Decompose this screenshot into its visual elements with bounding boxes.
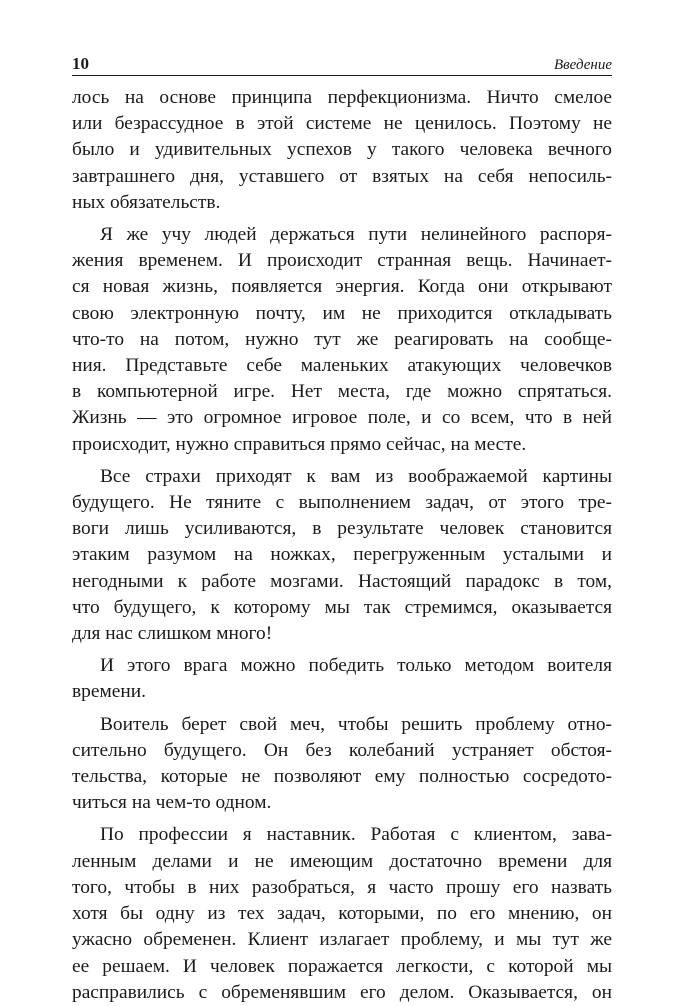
text-line: лось на основе принципа перфекционизма. Ничто смелое (72, 87, 612, 108)
text-line: или безрассудное в этой системе не ценилось. Поэтому не (72, 113, 612, 135)
paragraph (72, 85, 612, 216)
text-line: было и удивительных успехов у такого человека вечного (72, 139, 612, 161)
paragraph (72, 222, 612, 458)
paragraph (72, 464, 612, 647)
paragraph (72, 712, 612, 817)
text-line: ся новая жизнь, появляется энергия. Когда они открывают (72, 276, 612, 298)
text-line: жения временем. И происходит странная вещь. Начинает- (72, 250, 612, 272)
text-line: ленным делами и не имеющим достаточно времени для (72, 850, 612, 872)
text-line: негодными к работе мозгами. Настоящий парадокс в том, (72, 570, 612, 592)
text-line: того, чтобы в них разобраться, я часто прошу его назвать (72, 876, 612, 898)
text-line: читься на чем-то одном. (72, 792, 272, 814)
text-line: ных обязательств. (72, 191, 221, 213)
text-line: ужасно обременен. Клиент излагает проблему, и мы тут же (72, 929, 612, 951)
paragraph (72, 653, 612, 705)
text-line: завтрашнего дня, уставшего от взятых на себя непосиль- (72, 165, 612, 187)
text-line: свою электронную почту, им не приходится откладывать (72, 302, 612, 324)
text-line: для нас слишком много! (72, 623, 273, 645)
text-line: времени. (72, 681, 146, 703)
text-line: Воитель берет свой меч, чтобы решить проблему отно- (100, 713, 612, 735)
text-line: сительно будущего. Он без колебаний устраняет обстоя- (72, 739, 612, 761)
text-line: тельства, которые не позволяют ему полностью сосредото- (72, 766, 612, 788)
text-line: ее решаем. И человек поражается легкости, с которой мы (72, 955, 612, 977)
text-line: Все страхи приходят к вам из воображаемой картины (100, 465, 612, 487)
text-line: этаким разумом на ножках, перегруженным усталыми и (72, 544, 612, 566)
text-line: хотя бы одну из тех задач, которыми, по его мнению, он (72, 903, 612, 925)
text-line: расправились с обременявшим его делом. Оказывается, он (72, 981, 612, 1003)
text-line: происходит, нужно справиться прямо сейчас, на месте. (72, 433, 527, 455)
page-number: 10 (72, 54, 89, 73)
text-line: И этого врага можно победить только методом воителя (100, 655, 612, 677)
text-line: что будущего, к которому мы так стремимся, оказывается (72, 596, 612, 618)
section-title: Введение (554, 57, 612, 73)
paragraph (72, 822, 612, 1005)
text-line: что-то на потом, нужно тут же реагировать на сообще- (72, 328, 612, 350)
text-line: будущего. Не тяните с выполнением задач, от этого тре- (72, 492, 612, 514)
text-line: Жизнь — это огромное игровое поле, и со всем, что в ней (72, 407, 612, 429)
book-page (72, 52, 612, 1006)
text-line: в компьютерной игре. Нет места, где можно спрятаться. (72, 381, 612, 403)
text-line: воги лишь усиливаются, в результате человек становится (72, 518, 612, 540)
text-line: По профессии я наставник. Работая с клиентом, зава- (100, 824, 612, 846)
running-head (72, 52, 612, 76)
text-line: ния. Представьте себе маленьких атакующих человечков (72, 355, 612, 377)
text-line: Я же учу людей держаться пути нелинейного распоря- (100, 224, 612, 246)
body-text (72, 85, 612, 1006)
